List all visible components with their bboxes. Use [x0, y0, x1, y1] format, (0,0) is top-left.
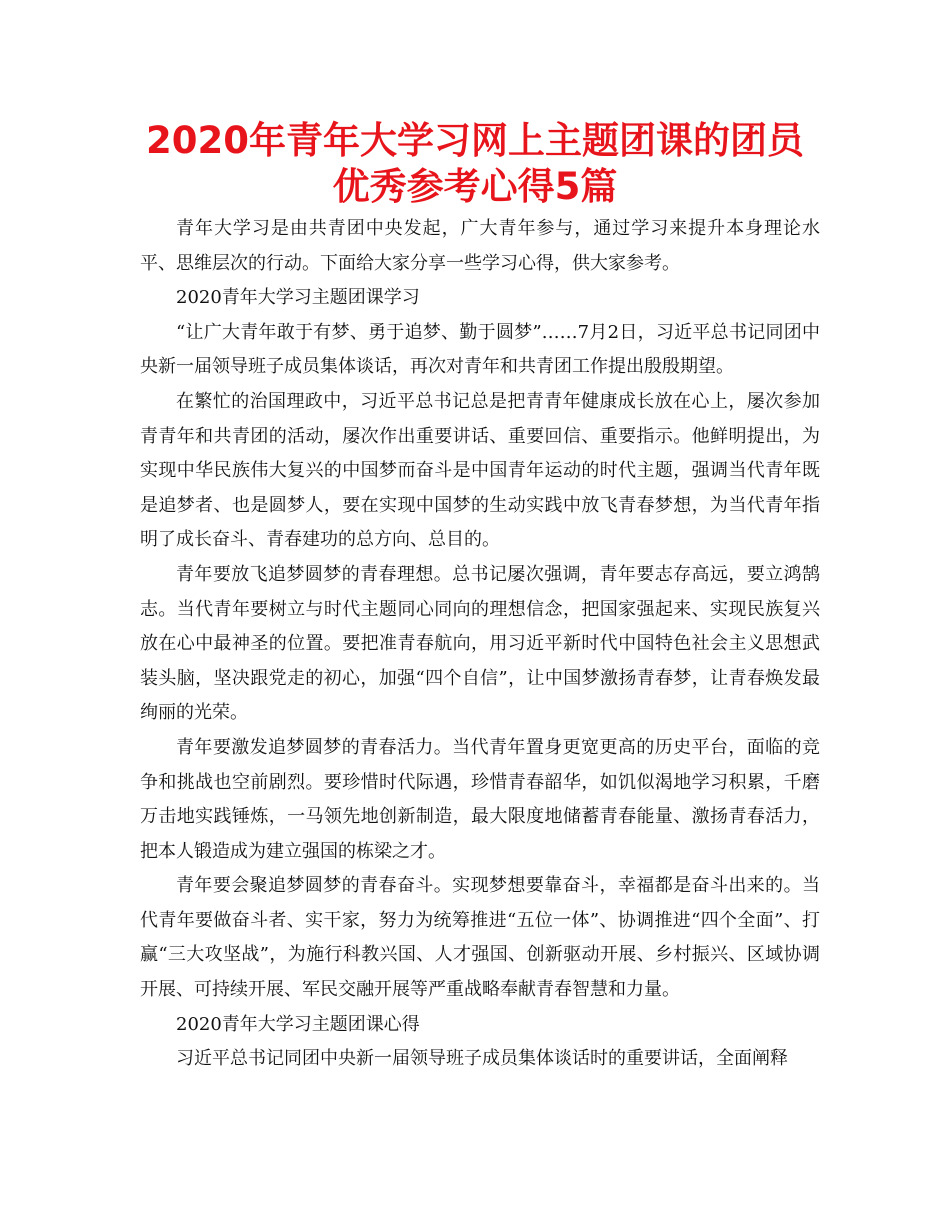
document-body	[140, 212, 820, 1077]
paragraph-intro: 青年大学习是由共青团中央发起，广大青年参与，通过学习来提升本身理论水平、思维层次的行动。下面给大家分享一些学习心得，供大家参考。	[140, 218, 820, 274]
paragraph: “让广大青年敢于有梦、勇于追梦、勤于圆梦”……7月2日，习近平总书记同团中央新一届领导班子成员集体谈话，再次对青年和共青团工作提出殷殷期望。	[140, 321, 820, 378]
paragraph: 在繁忙的治国理政中，习近平总书记总是把青青年健康成长放在心上，屡次参加青青年和共青团的活动，屡次作出重要讲话、重要回信、重要指示。他鲜明提出，为实现中华民族伟大复兴的中国梦而奋斗是中国青年运动的时代主题，强调当代青年既是追梦者、也是圆梦人，要在实现中国梦的生动实践中放飞青春梦想，为当代青年指明了成长奋斗、青春建功的总方向、总目的。	[140, 390, 820, 551]
section-heading-reflection: 2020青年大学习主题团课心得	[176, 1013, 420, 1035]
paragraph: 青年要会聚追梦圆梦的青春奋斗。实现梦想要靠奋斗，幸福都是奋斗出来的。当代青年要做奋斗者、实干家，努力为统筹推进“五位一体”、协调推进“四个全面”、打赢“三大攻坚战”，为施行科教兴国、人才强国、创新驱动开展、乡村振兴、区域协调开展、可持续开展、军民交融开展等严重战略奉献青春智慧和力量。	[140, 875, 820, 1001]
paragraph: 青年要放飞追梦圆梦的青春理想。总书记屡次强调，青年要志存高远，要立鸿鹄志。当代青年要树立与时代主题同心同向的理想信念，把国家强起来、实现民族复兴放在心中最神圣的位置。要把准青春航向，用习近平新时代中国特色社会主义思想武装头脑，坚决跟党走的初心，加强“四个自信”，让中国梦激扬青春梦，让青春焕发最绚丽的光荣。	[140, 563, 820, 724]
section-heading-study: 2020青年大学习主题团课学习	[176, 287, 420, 309]
paragraph: 习近平总书记同团中央新一届领导班子成员集体谈话时的重要讲话，全面阐释	[176, 1048, 788, 1070]
document-title: 2020年青年大学习网上主题团课的团员优秀参考心得5篇	[146, 119, 804, 208]
paragraph: 青年要激发追梦圆梦的青春活力。当代青年置身更宽更高的历史平台，面临的竞争和挑战也空前剧烈。要珍惜时代际遇，珍惜青春韶华，如饥似渴地学习积累，千磨万击地实践锤炼，一马领先地创新制造，最大限度地储蓄青春能量、激扬青春活力，把本人锻造成为建立强国的栋梁之才。	[140, 736, 820, 862]
